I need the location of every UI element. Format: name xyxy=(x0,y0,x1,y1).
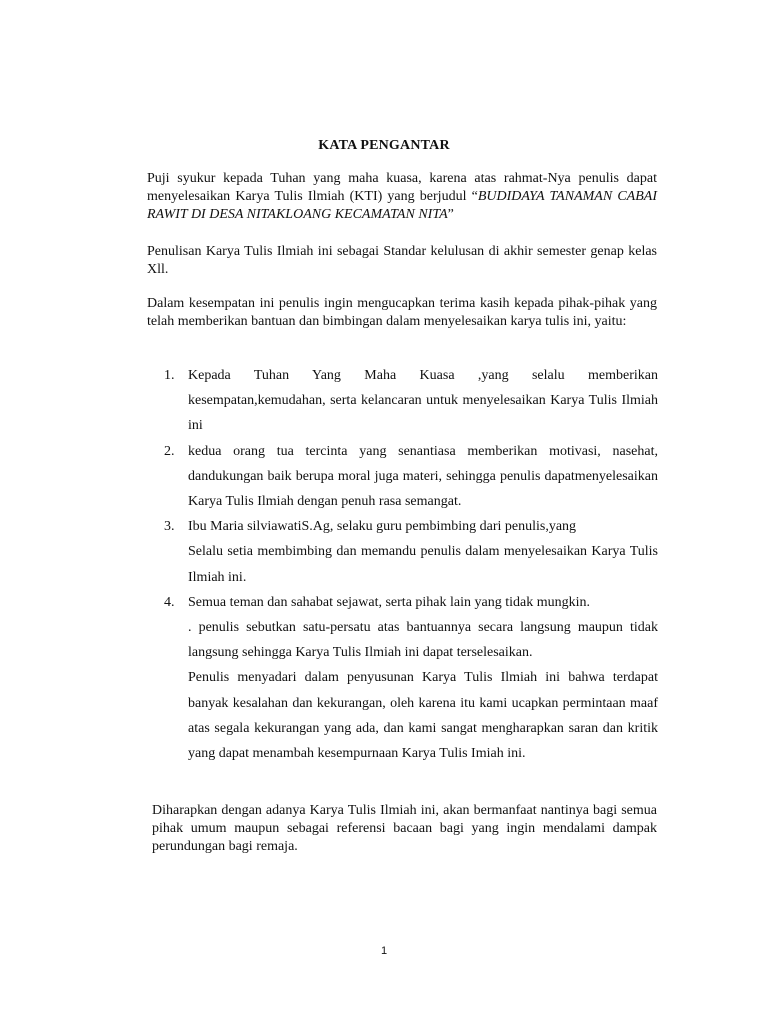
closing-remarks: Penulis menyadari dalam penyusunan Karya Tulis Ilmiah ini bahwa terdapat banyak kesalahan dan kekurangan, oleh karena itu kami ucapkan permintaan maaf atas segala kekurangan yang ada, dan kami sangat mengharapkan saran dan kritik yang dapat menambah kesempurnaan Karya Tulis Imiah ini. xyxy=(188,670,658,762)
kti-title: BUDIDAYA TANAMAN CABAI RAWIT DI DESA NITAKLOANG KECAMATAN NITA xyxy=(147,189,657,222)
list-item xyxy=(160,590,658,766)
list-number: 2. xyxy=(164,443,175,459)
list-item-text: Kepada Tuhan Yang Maha Kuasa ,yang selalu memberikan kesempatan,kemudahan, serta kelancaran untuk menyelesaikan Karya Tulis Ilmiah ini xyxy=(188,368,658,434)
list-number: 4. xyxy=(164,594,175,610)
list-item-text-continued: Selalu setia membimbing dan memandu penulis dalam menyelesaikan Karya Tulis Ilmiah ini. xyxy=(188,544,658,585)
list-item-text: Semua teman dan sahabat sejawat, serta pihak lain yang tidak mungkin. xyxy=(188,594,590,610)
paragraph-closing: Diharapkan dengan adanya Karya Tulis Ilmiah ini, akan bermanfaat nantinya bagi semua pihak umum maupun sebagai referensi bacaan bagi yang ingin mendalami dampak perundungan bagi remaja. xyxy=(152,803,657,854)
acknowledgement-list xyxy=(160,363,658,766)
page-title: KATA PENGANTAR xyxy=(318,138,450,153)
list-item xyxy=(160,439,658,515)
list-number: 3. xyxy=(164,519,175,535)
paragraph-purpose: Penulisan Karya Tulis Ilmiah ini sebagai Standar kelulusan di akhir semester genap kelas Xll. xyxy=(147,244,657,277)
page-number: 1 xyxy=(380,945,388,957)
list-item-text: Ibu Maria silviawatiS.Ag, selaku guru pembimbing dari penulis,yang xyxy=(188,519,577,535)
quote-close: ” xyxy=(447,207,454,222)
list-number: 1. xyxy=(164,368,175,383)
list-item-text: kedua orang tua tercinta yang senantiasa memberikan motivasi, nasehat, dandukungan baik berupa moral juga materi, sehingga penulis dapatmenyelesaikan Karya Tulis Ilmiah dengan penuh rasa semangat. xyxy=(188,443,658,510)
list-item xyxy=(160,363,658,439)
list-item-text-continued: . penulis sebutkan satu-persatu atas bantuannya secara langsung maupun tidak langsung sehingga Karya Tulis Ilmiah ini dapat terselesaikan. xyxy=(188,620,658,661)
paragraph-intro xyxy=(147,170,657,224)
list-item xyxy=(160,514,658,590)
intro-text: Puji syukur kepada Tuhan yang maha kuasa, karena atas rahmat-Nya penulis dapat menyelesaikan Karya Tulis Ilmiah (KTI) yang berjudul “ xyxy=(147,171,657,204)
paragraph-thanks: Dalam kesempatan ini penulis ingin mengucapkan terima kasih kepada pihak-pihak yang telah memberikan bantuan dan bimbingan dalam menyelesaikan karya tulis ini, yaitu: xyxy=(147,296,657,329)
